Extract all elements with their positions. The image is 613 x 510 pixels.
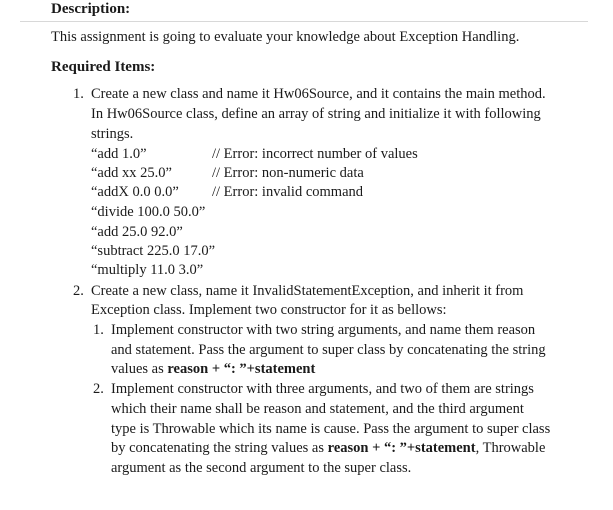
description-heading: Description: bbox=[51, 1, 131, 17]
string-literal: “divide 100.0 50.0” bbox=[91, 204, 206, 220]
item-1-line: Create a new class and name it Hw06Source, and it contains the main method. bbox=[91, 86, 546, 102]
sub-item-2-number: 2. bbox=[93, 381, 104, 397]
sub-item-2-line: type is Throwable which its name is cause. Pass the argument to super class bbox=[111, 421, 551, 437]
error-comment: // Error: non-numeric data bbox=[212, 165, 364, 181]
sub-item-1-text: values as bbox=[111, 361, 168, 377]
sub-item-1-line: and statement. Pass the argument to super class by concatenating the string bbox=[111, 342, 546, 358]
string-literal: “add 25.0 92.0” bbox=[91, 224, 183, 240]
sub-item-2-line: argument as the second argument to the super class. bbox=[111, 460, 412, 476]
sub-item-2-text: by concatenating the string values as bbox=[111, 440, 328, 456]
description-text: This assignment is going to evaluate your knowledge about Exception Handling. bbox=[51, 29, 520, 45]
sub-item-2-text: , Throwable bbox=[475, 440, 546, 456]
item-2-line: Create a new class, name it InvalidStatementException, and inherit it from bbox=[91, 283, 524, 299]
string-literal: “add 1.0” bbox=[91, 146, 147, 162]
item-2-line: Exception class. Implement two constructor for it as bellows: bbox=[91, 302, 447, 318]
string-literal: “subtract 225.0 17.0” bbox=[91, 243, 216, 259]
item-1-line: In Hw06Source class, define an array of string and initialize it with following bbox=[91, 106, 541, 122]
string-literal: “addX 0.0 0.0” bbox=[91, 184, 179, 200]
error-comment: // Error: incorrect number of values bbox=[212, 146, 418, 162]
item-1-line: strings. bbox=[91, 126, 134, 142]
reason-statement-expression: reason + “: ”+statement bbox=[167, 361, 316, 377]
top-divider bbox=[20, 21, 588, 22]
error-comment: // Error: invalid command bbox=[212, 184, 364, 200]
string-literal: “multiply 11.0 3.0” bbox=[91, 262, 204, 278]
sub-item-1-line bbox=[111, 360, 315, 378]
item-1-number: 1. bbox=[73, 86, 84, 102]
sub-item-1-number: 1. bbox=[93, 322, 104, 338]
item-2-number: 2. bbox=[73, 283, 84, 299]
reason-statement-expression: reason + “: ”+statement bbox=[327, 440, 476, 456]
sub-item-2-line: which their name shall be reason and statement, and the third argument bbox=[111, 401, 524, 417]
sub-item-2-line: Implement constructor with three arguments, and two of them are strings bbox=[111, 381, 534, 397]
sub-item-1-line: Implement constructor with two string arguments, and name them reason bbox=[111, 322, 536, 338]
sub-item-2-line bbox=[111, 439, 545, 457]
string-literal: “add xx 25.0” bbox=[91, 165, 172, 181]
required-items-heading: Required Items: bbox=[51, 59, 156, 75]
